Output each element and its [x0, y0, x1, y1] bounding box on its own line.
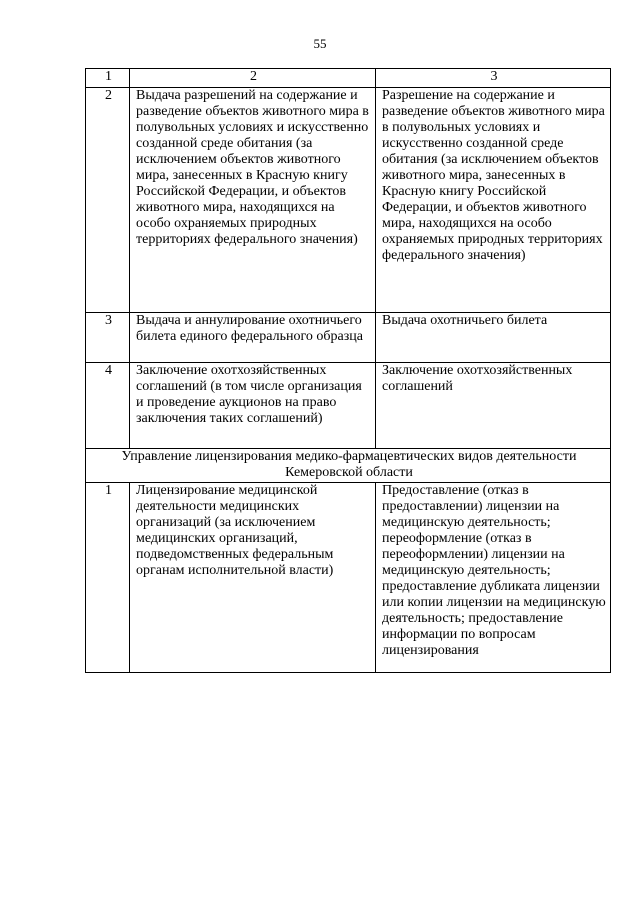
- header-cell-number: 1: [86, 69, 130, 88]
- page-number: 55: [313, 36, 327, 51]
- header-cell-function: 2: [130, 69, 376, 88]
- services-table: [85, 68, 611, 673]
- row-number: 4: [86, 363, 130, 449]
- header-cell-service: 3: [376, 69, 611, 88]
- table-row: [86, 483, 611, 673]
- row-function: Лицензирование медицинской деятельности медицинских организаций (за исключением медицинских организаций, подведомственных федеральным органам исполнительной власти): [130, 483, 376, 673]
- row-service: Предоставление (отказ в предоставлении) лицензии на медицинскую деятельность; переоформление (отказ в переоформлении) лицензии на медицинскую деятельность; предоставление дубликата лицензии или копии лицензии на медицинскую деятельность; предоставление информации по вопросам лицензирования: [376, 483, 611, 673]
- row-service: Выдача охотничьего билета: [376, 313, 611, 363]
- row-function: Выдача и аннулирование охотничьего билета единого федерального образца: [130, 313, 376, 363]
- table-header-row: [86, 69, 611, 88]
- section-title: Управление лицензирования медико-фармацевтических видов деятельности Кемеровской области: [86, 449, 611, 483]
- section-row: [86, 449, 611, 483]
- table-row: [86, 88, 611, 313]
- row-service: Разрешение на содержание и разведение объектов животного мира в полувольных условиях и искусственно созданной среде обитания (за исключением объектов животного мира, занесенных в Красную книгу Российской Федерации, и объектов животного мира, находящихся на особо охраняемых природных территориях федерального значения): [376, 88, 611, 313]
- table-row: [86, 363, 611, 449]
- row-function: Заключение охотхозяйственных соглашений (в том числе организация и проведение аукционов на право заключения таких соглашений): [130, 363, 376, 449]
- table-row: [86, 313, 611, 363]
- row-function: Выдача разрешений на содержание и разведение объектов животного мира в полувольных условиях и искусственно созданной среде обитания (за исключением объектов животного мира, занесенных в Красную книгу Российской Федерации, и объектов животного мира, находящихся на особо охраняемых природных территориях федерального значения): [130, 88, 376, 313]
- row-service: Заключение охотхозяйственных соглашений: [376, 363, 611, 449]
- row-number: 2: [86, 88, 130, 313]
- row-number: 3: [86, 313, 130, 363]
- row-number: 1: [86, 483, 130, 673]
